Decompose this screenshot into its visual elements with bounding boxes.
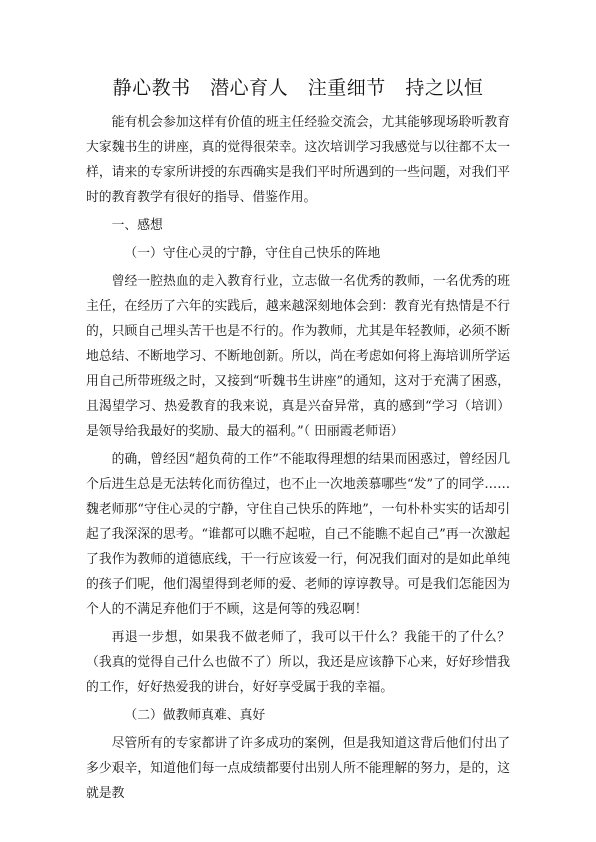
subsection-heading-2: （二）做教师真难、真好 [124,708,266,723]
section-heading-thoughts: 一、感想 [111,218,163,233]
subsection-2-paragraph-1: 尽管所有的专家都讲了许多成功的案例，但是我知道这背后他们付出了多少艰辛，知道他们每一点成绩都要付出别人所不能理解的努力，是的，这就是教 [86,736,510,801]
intro-paragraph: 能有机会参加这样有价值的班主任经验交流会，尤其能够现场聆听教育大家魏书生的讲座，真的觉得很荣幸。这次培训学习我感觉与以往都不太一样，请来的专家所讲授的东西确实是我们平时所遇到的一些问题，对我们平时的教育教学有很好的指导、借鉴作用。 [86,115,510,205]
subsection-1-paragraph-3: 再退一步想，如果我不做老师了，我可以干什么？我能干的了什么？（我真的觉得自己什么也做不了）所以，我还是应该静下心来，好好珍惜我的工作，好好热爱我的讲台，好好享受属于我的幸福。 [86,630,510,695]
subsection-1-paragraph-1: 曾经一腔热血的走入教育行业，立志做一名优秀的教师，一名优秀的班主任，在经历了六年的实践后，越来越深刻地体会到：教育光有热情是不行的，只顾自己埋头苦干也是不行的。作为教师，尤其是年轻教师，必须不断地总结、不断地学习、不断地创新。所以，尚在考虑如何将上海培训所学运用自己所带班级之时，又接到“听魏书生讲座”的通知，这对于充满了困惑，且渴望学习、热爱教育的我来说，真是兴奋异常，真的感到“学习（培训）是领导给我最好的奖励、最大的福利。”（ 田丽霞老师语） [86,274,510,439]
subsection-1-paragraph-2: 的确，曾经因“超负荷的工作”不能取得理想的结果而困惑过，曾经因几个后进生总是无法转化而彷徨过，也不止一次地羡慕哪些“发”了的同学……魏老师那“守住心灵的宁静，守住自己快乐的阵地”，一句朴朴实实的话却引起了我深深的思考。“谁都可以瞧不起啦，自己不能瞧不起自己”再一次激起了我作为教师的道德底线，干一行应该爱一行，何况我们面对的是如此单纯的孩子们呢，他们渴望得到老师的爱、老师的谆谆教导。可是我们怎能因为个人的不满足弃他们于不顾，这是何等的残忍啊！ [86,452,510,617]
subsection-heading-1: （一）守住心灵的宁静，守住自己快乐的阵地 [124,246,381,261]
document-title: 静心教书 潜心育人 注重细节 持之以恒 [112,77,484,99]
